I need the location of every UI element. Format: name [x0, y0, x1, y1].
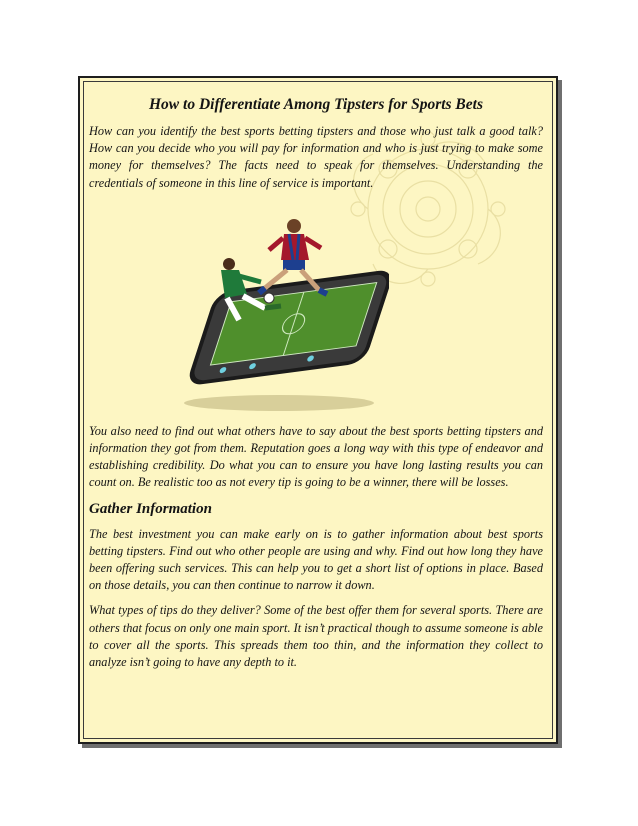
- article-title: How to Differentiate Among Tipsters for Sports Bets: [149, 96, 483, 113]
- intro-paragraph: How can you identify the best sports betting tipsters and those who just talk a good talk? How can you decide who you will pay for information and who is just trying to make some money for themselves? The facts need to speak for themselves. Understanding the credentials of someone in this line of service is important.: [89, 124, 543, 190]
- document-page: [78, 76, 558, 744]
- gather-paragraph-1: The best investment you can make early on is to gather information about best sports betting tipsters. Find out who other people are using and why. Find out how long they have been offering such services. This can help you to get a short list of options in place. Based on those details, you can then continue to narrow it down.: [89, 526, 543, 593]
- smartphone-soccer-icon: [169, 198, 389, 420]
- section-heading: Gather Information: [89, 500, 212, 517]
- hero-illustration: [89, 198, 543, 420]
- gather-paragraph-2: What types of tips do they deliver? Some of the best offer them for several sports. There are others that focus on only one main sport. It isn’t practical though to assume someone is able to cover all the sports. This spreads them too thin, and the information they collect to analyze isn’t going to have any depth to it.: [89, 603, 543, 670]
- reputation-paragraph: You also need to find out what others have to say about the best sports betting tipsters and information they got from them. Reputation goes a long way with this type of endeavor and establishing credibility. Do what you can to ensure you have long lasting results you can count on. Be realistic too as not every tip is going to be a winner, there will be losses.: [89, 423, 543, 490]
- article-content: [89, 78, 543, 671]
